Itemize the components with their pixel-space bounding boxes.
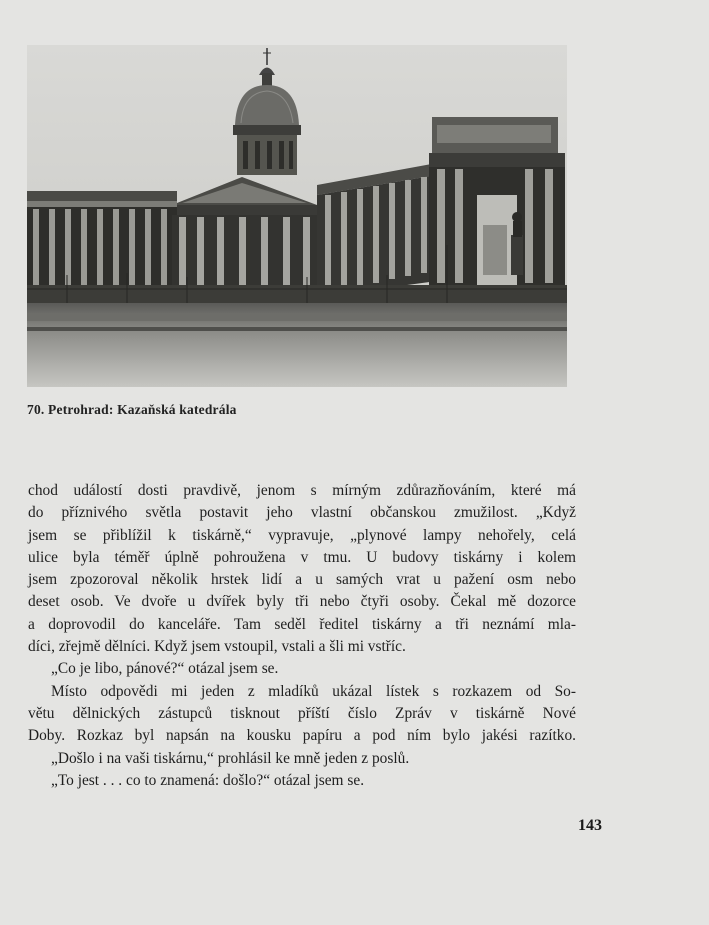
kazan-cathedral-image [27, 45, 567, 387]
text-line: ulice byla téměř úplně pohroužena v tmu. U budovy tiskárny i kolem [28, 548, 576, 566]
text-line: chod událostí dosti pravdivě, jenom s mírným zdůrazňováním, které má [28, 482, 576, 499]
text-line: díci, zřejmě dělníci. Když jsem vstoupil, vstali a šli mi vstříc. [28, 638, 406, 656]
text-line: Doby. Rozkaz byl napsán na kousku papíru a pod ním bylo jakési razítko. [28, 727, 576, 745]
text-line: větu dělnických zástupců tisknout příští číslo Zpráv v tiskárně Nové [28, 704, 576, 722]
text-line: „To jest . . . co to znamená: došlo?“ otázal jsem se. [51, 771, 365, 789]
text-line: „Došlo i na vaši tiskárnu,“ prohlásil ke mně jeden z poslů. [51, 749, 410, 767]
text-line: deset osob. Ve dvoře u dvířek byly tři nebo čtyři osoby. Čekal mě dozorce [28, 593, 576, 611]
text-line: a doprovodil do kanceláře. Tam seděl ředitel tiskárny a tři neznámí mla- [28, 615, 576, 633]
figure-caption: 70. Petrohrad: Kazaňská katedrála [27, 402, 237, 417]
body-text [28, 480, 576, 792]
text-line: jsem se přiblížil k tiskárně,“ vypravuje, „plynové lampy nehořely, celá [28, 526, 576, 544]
cathedral-photograph [27, 45, 567, 387]
page-number: 143 [578, 817, 602, 834]
text-line: Místo odpovědi mi jeden z mladíků ukázal lístek s rozkazem od So- [51, 682, 576, 700]
text-line: do příznivého světla postavit jeho vlastní občanskou zmužilost. „Když [28, 504, 576, 522]
text-line: „Co je libo, pánové?“ otázal jsem se. [51, 660, 279, 678]
text-line: jsem zpozoroval několik hrstek lidí a u samých vrat u pažení osm nebo [28, 571, 576, 589]
